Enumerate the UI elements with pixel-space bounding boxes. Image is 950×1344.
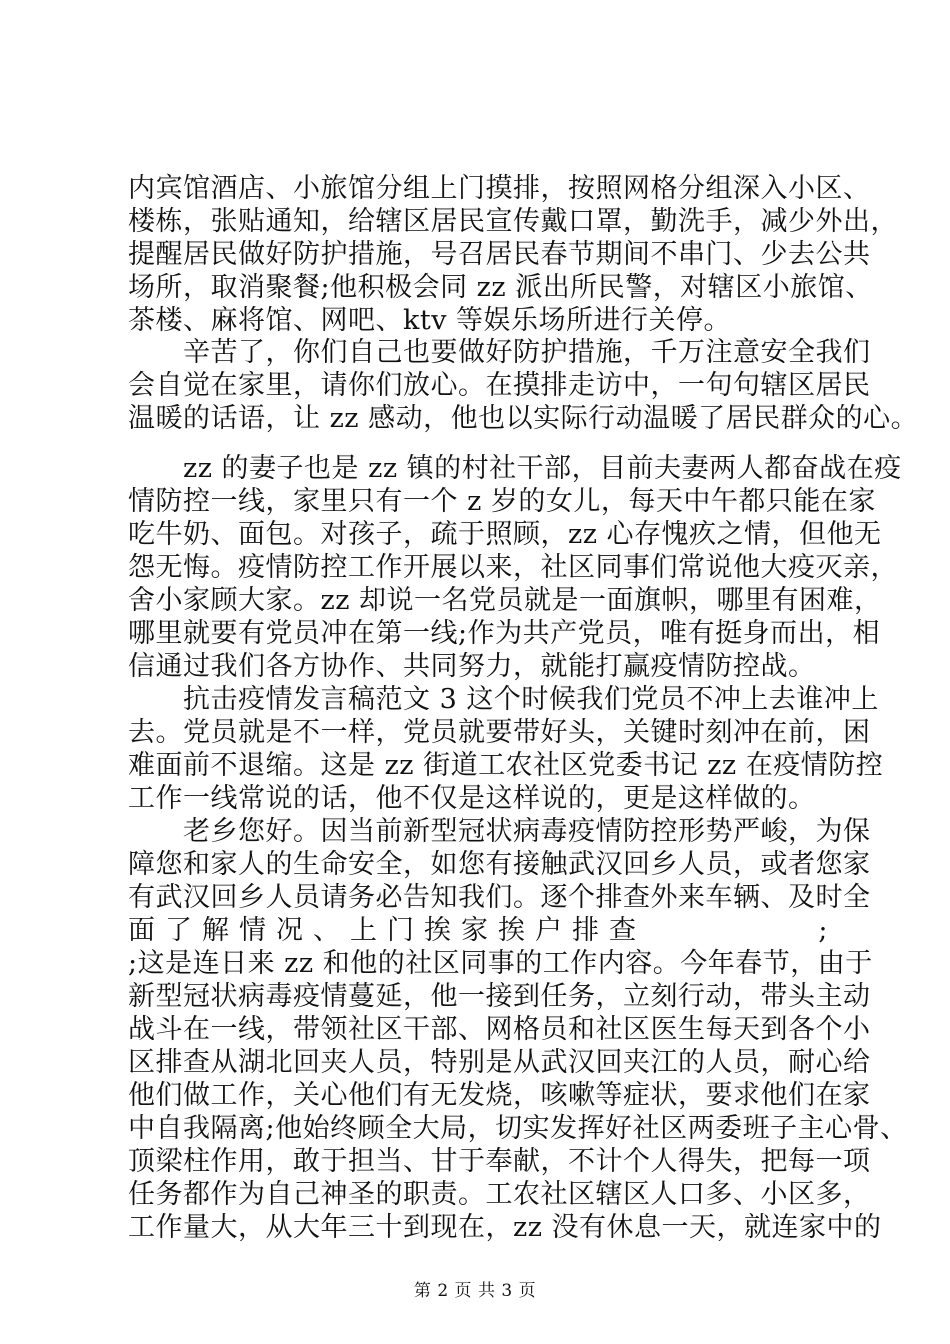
text-line: 提醒居民做好防护措施，号召居民春节期间不串门、少去公共 bbox=[128, 239, 871, 270]
text-line: 抗击疫情发言稿范文 3 这个时候我们党员不冲上去谁冲上 bbox=[128, 684, 879, 715]
text-line: 会自觉在家里，请你们放心。在摸排走访中，一句句辖区居民 bbox=[128, 370, 871, 401]
text-line: 场所，取消聚餐;他积极会同 zz 派出所民警，对辖区小旅馆、 bbox=[128, 272, 873, 303]
paragraph-block-1 bbox=[128, 172, 898, 337]
text-line: 楼栋，张贴通知，给辖区居民宣传戴口罩，勤洗手，减少外出， bbox=[128, 206, 898, 237]
text-char: 解 bbox=[202, 915, 230, 946]
text-char: 挨 bbox=[424, 915, 452, 946]
text-line: 区排查从湖北回夹人员，特别是从武汉回夹江的人员，耐心给 bbox=[128, 1047, 871, 1078]
text-line: 顶梁柱作用，敢于担当、甘于奉献，不计个人得失，把每一项 bbox=[128, 1146, 871, 1177]
text-char: 面 bbox=[128, 915, 156, 946]
text-line: zz 的妻子也是 zz 镇的村社干部，目前夫妻两人都奋战在疫 bbox=[128, 453, 902, 484]
text-line: 他们做工作，关心他们有无发烧，咳嗽等症状，要求他们在家 bbox=[128, 1080, 871, 1111]
text-char: 、 bbox=[313, 915, 341, 946]
page-footer: 第 2 页 共 3 页 bbox=[413, 1281, 537, 1301]
text-line: ;这是连日来 zz 和他的社区同事的工作内容。今年春节，由于 bbox=[128, 948, 873, 979]
text-char: 况 bbox=[276, 915, 304, 946]
text-line: 新型冠状病毒疫情蔓延，他一接到任务，立刻行动，带头主动 bbox=[128, 981, 871, 1012]
text-line: 信通过我们各方协作、共同努力，就能打赢疫情防控战。 bbox=[128, 651, 816, 682]
text-line: 吃牛奶、面包。对孩子，疏于照顾，zz 心存愧疚之情，但他无 bbox=[128, 519, 882, 550]
text-line: 去。党员就是不一样，党员就要带好头，关键时刻冲在前，困 bbox=[128, 717, 871, 748]
paragraph-block-3 bbox=[128, 452, 908, 1244]
text-char: ; bbox=[818, 915, 828, 946]
text-line: 哪里就要有党员冲在第一线;作为共产党员，唯有挺身而出，相 bbox=[128, 618, 881, 649]
text-char: 排 bbox=[572, 915, 600, 946]
text-line: 战斗在一线，带领社区干部、网格员和社区医生每天到各个小 bbox=[128, 1014, 871, 1045]
text-line: 茶楼、麻将馆、网吧、ktv 等娱乐场所进行关停。 bbox=[128, 305, 732, 336]
text-char: 挨 bbox=[498, 915, 526, 946]
text-line: 工作量大，从大年三十到现在，zz 没有休息一天，就连家中的 bbox=[128, 1212, 882, 1243]
text-line: 怨无悔。疫情防控工作开展以来，社区同事们常说他大疫灭亲， bbox=[128, 552, 898, 583]
text-char: 户 bbox=[535, 915, 563, 946]
text-line: 辛苦了，你们自己也要做好防护措施，千万注意安全我们 bbox=[128, 337, 871, 368]
text-char: 查 bbox=[609, 915, 637, 946]
text-line: 舍小家顾大家。zz 却说一名党员就是一面旗帜，哪里有困难， bbox=[128, 585, 882, 616]
text-char: 了 bbox=[165, 915, 193, 946]
text-char: 情 bbox=[239, 915, 267, 946]
text-char: 门 bbox=[387, 915, 415, 946]
paragraph-block-2 bbox=[128, 336, 919, 435]
text-line: 老乡您好。因当前新型冠状病毒疫情防控形势严峻，为保 bbox=[128, 816, 871, 847]
text-line: 有武汉回乡人员请务必告知我们。逐个排查外来车辆、及时全 bbox=[128, 882, 871, 913]
text-line: 中自我隔离;他始终顾全大局，切实发挥好社区两委班子主心骨、 bbox=[128, 1113, 908, 1144]
text-char: 上 bbox=[350, 915, 378, 946]
spaced-text-line bbox=[128, 914, 828, 947]
text-line: 温暖的话语，让 zz 感动，他也以实际行动温暖了居民群众的心。 bbox=[128, 403, 919, 434]
text-line: 情防控一线，家里只有一个 z 岁的女儿，每天中午都只能在家 bbox=[128, 486, 876, 517]
text-line: 难面前不退缩。这是 zz 街道工农社区党委书记 zz 在疫情防控 bbox=[128, 750, 884, 781]
text-line: 工作一线常说的话，他不仅是这样说的，更是这样做的。 bbox=[128, 783, 816, 814]
text-char: 家 bbox=[461, 915, 489, 946]
text-line: 内宾馆酒店、小旅馆分组上门摸排，按照网格分组深入小区、 bbox=[128, 173, 871, 204]
text-line: 任务都作为自己神圣的职责。工农社区辖区人口多、小区多， bbox=[128, 1179, 871, 1210]
text-line: 障您和家人的生命安全，如您有接触武汉回乡人员，或者您家 bbox=[128, 849, 871, 880]
